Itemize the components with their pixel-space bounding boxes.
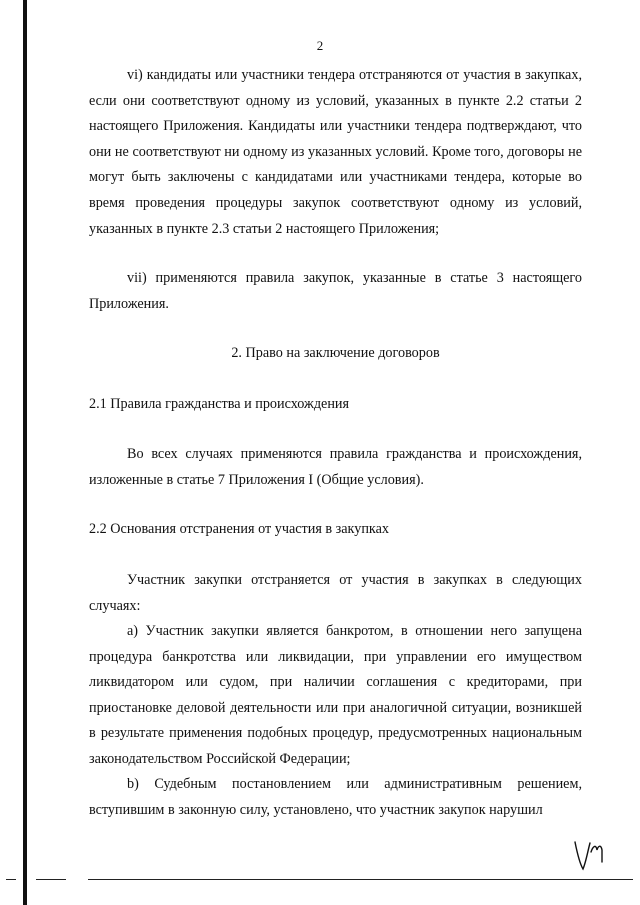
paragraph-vi: vi) кандидаты или участники тендера отстраняются от участия в закупках, если они соответствуют одному из условий, указанных в пункте 2.2 статьи 2 настоящего Приложения. Кандидаты или участники тендера подтверждают, что они не соответствуют ни одному из указанных условий. Кроме того, договоры не могут быть заключены с кандидатами или участниками тендера, которые во время проведения процедуры закупок соответствуют одному из условий, указанных в пункте 2.3 статьи 2 настоящего Приложения; bbox=[89, 67, 582, 237]
subsection-2-2-heading: 2.2 Основания отстранения от участия в закупках bbox=[89, 521, 390, 537]
section-title: 2. Право на заключение договоров bbox=[231, 345, 440, 361]
subsection-2-1-heading: 2.1 Правила гражданства и происхождения bbox=[89, 396, 350, 412]
handwritten-initials bbox=[571, 838, 611, 872]
scan-margin-bar bbox=[23, 0, 27, 905]
paragraph-2-2: Участник закупки отстраняется от участия в закупках в следующих случаях: bbox=[89, 572, 582, 614]
footer-rule-right bbox=[88, 879, 633, 880]
footer-rule-left bbox=[6, 879, 16, 880]
page-number: 2 bbox=[316, 38, 324, 53]
paragraph-vii: vii) применяются правила закупок, указанные в статье 3 настоящего Приложения. bbox=[89, 270, 582, 312]
list-item-b: b) Судебным постановлением или административным решением, вступившим в законную силу, установлено, что участник закупок нарушил bbox=[89, 776, 582, 818]
list-item-a: a) Участник закупки является банкротом, в отношении него запущена процедура банкротства или ликвидации, при управлении его имуществом ликвидатором или судом, при наличии соглашения с кредиторами, при приостановке деловой деятельности или при аналогичной ситуации, возникшей в результате применения подобных процедур, предусмотренных национальным законодательством Российской Федерации; bbox=[89, 623, 582, 767]
paragraph-2-1: Во всех случаях применяются правила гражданства и происхождения, изложенные в статье 7 Приложения I (Общие условия). bbox=[89, 446, 582, 488]
footer-rule-middle bbox=[36, 879, 66, 880]
